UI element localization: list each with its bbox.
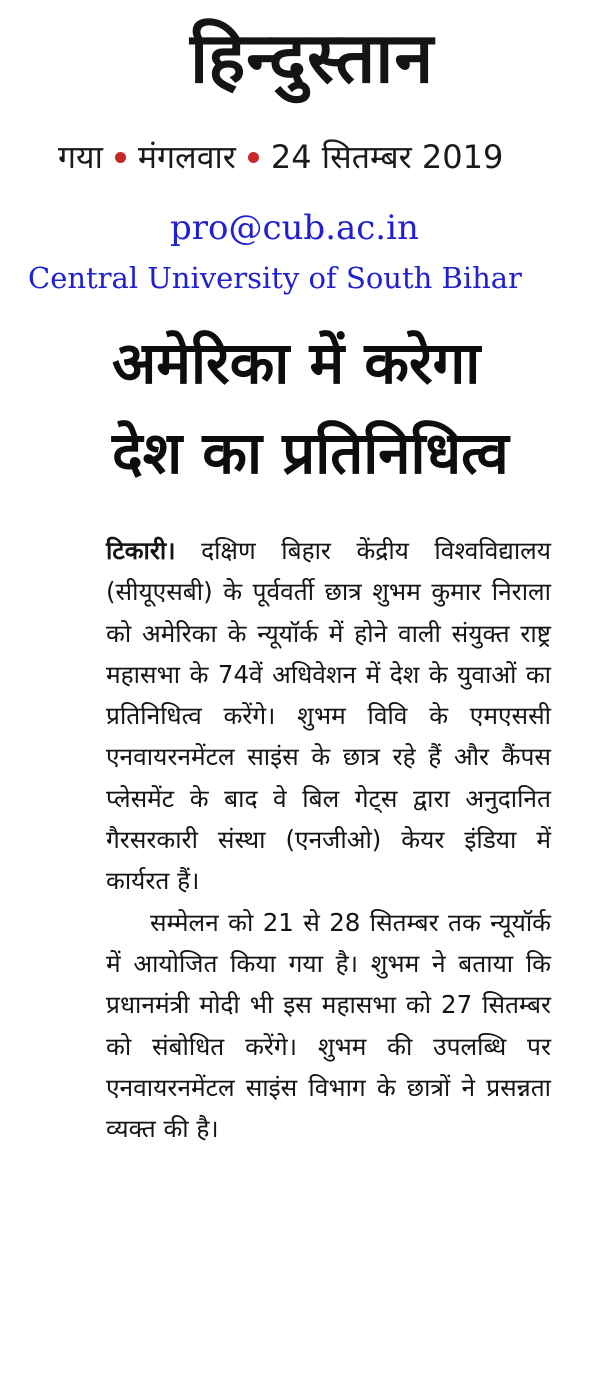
- article-headline: [112, 318, 552, 498]
- newspaper-masthead: हिन्दुस्तान: [190, 17, 435, 99]
- stamp-email: pro@cub.ac.in: [170, 208, 419, 248]
- dateline-date: 24 सितम्बर 2019: [270, 138, 504, 176]
- article-body: [106, 530, 551, 1149]
- dateline-city: गया: [58, 138, 103, 176]
- article-paragraph-1: [106, 530, 551, 902]
- article-paragraph-2: सम्मेलन को 21 से 28 सितम्बर तक न्यूयॉर्क में आयोजित किया गया है। शुभम ने बताया कि प्रधानमंत्री मोदी भी इस महासभा को 27 सितम्बर को संबोधित करेंगे। शुभम की उपलब्धि पर एनवायरनमेंटल साइंस विभाग के छात्रों ने प्रसन्नता व्यक्त की है।: [106, 907, 551, 1144]
- article-place: टिकारी।: [106, 536, 176, 565]
- article-paragraph-1-text: दक्षिण बिहार केंद्रीय विश्वविद्यालय (सीयूएसबी) के पूर्ववर्ती छात्र शुभम कुमार निराला को अमेरिका के न्यूयॉर्क में होने वाली संयुक्त राष्ट्र महासभा के 74वें अधिवेशन में देश के युवाओं का प्रतिनिधित्व करेंगे। शुभम विवि के एमएससी एनवायरनमेंटल साइंस के छात्र रहे हैं और कैंपस प्लेसमेंट के बाद वे बिल गेट्स द्वारा अनुदानित गैरसरकारी संस्था (एनजीओ) केयर इंडिया में कार्यरत हैं।: [106, 536, 551, 896]
- stamp-institution: Central University of South Bihar: [28, 261, 522, 295]
- dateline: [58, 133, 558, 181]
- dateline-separator-dot: [115, 152, 126, 163]
- dateline-separator-dot: [248, 152, 259, 163]
- dateline-day: मंगलवार: [137, 138, 236, 176]
- headline-line-1: अमेरिका में करेगा: [112, 329, 481, 397]
- headline-line-2: देश का प्रतिनिधित्व: [112, 419, 509, 487]
